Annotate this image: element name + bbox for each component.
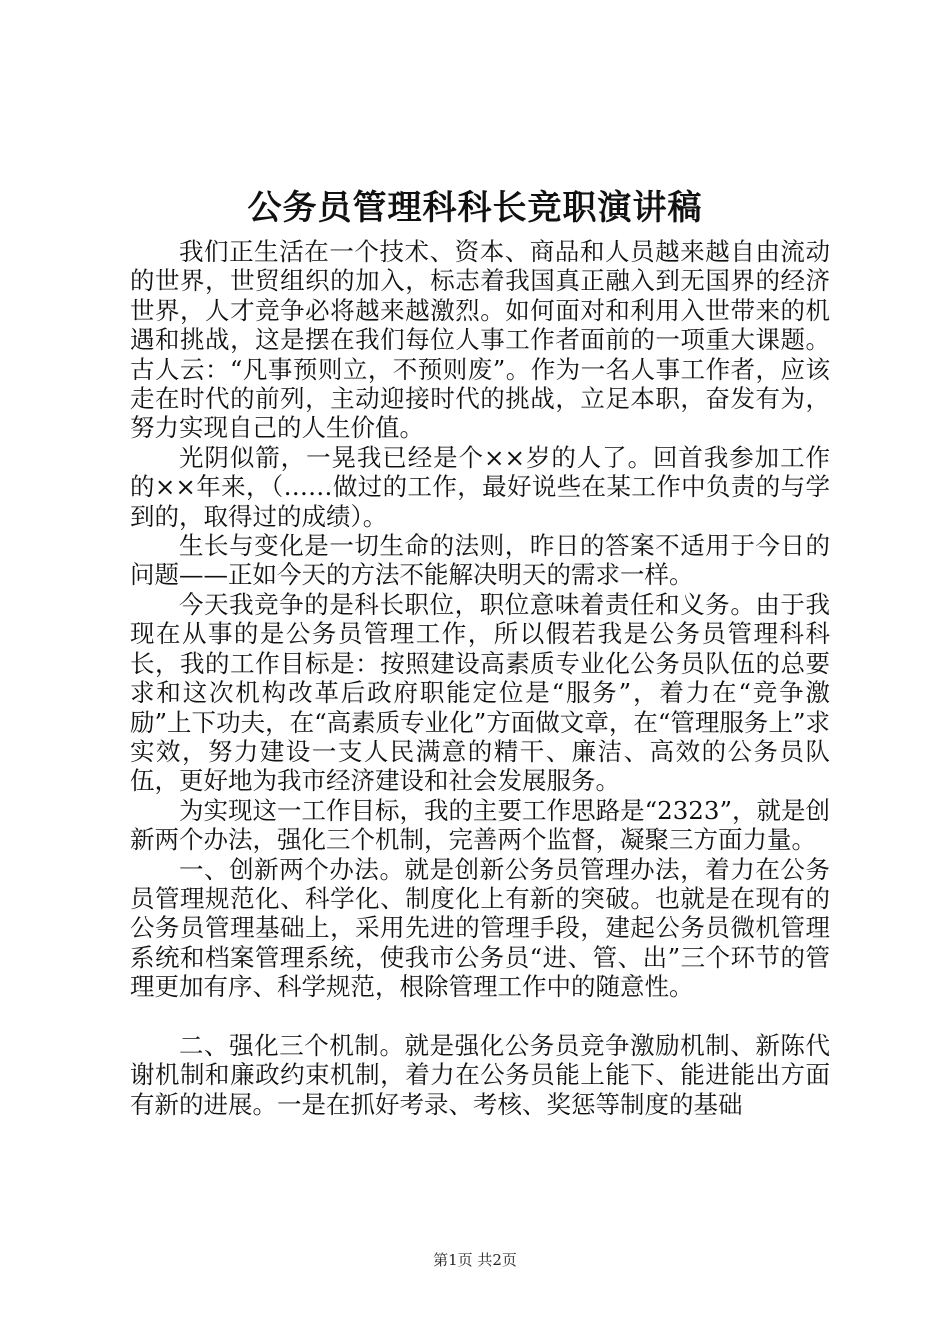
document-body (130, 237, 830, 1119)
paragraph-7: 二、强化三个机制。就是强化公务员竞争激励机制、新陈代谢机制和廉政约束机制，着力在公务员能上能下、能进能出方面有新的进展。一是在抓好考录、考核、奖惩等制度的基础 (130, 1030, 830, 1119)
paragraph-1: 我们正生活在一个技术、资本、商品和人员越来越自由流动的世界，世贸组织的加入，标志着我国真正融入到无国界的经济世界，人才竞争必将越来越激烈。如何面对和利用入世带来的机遇和挑战，这是摆在我们每位人事工作者面前的一项重大课题。古人云：“凡事预则立，不预则废”。作为一名人事工作者，应该走在时代的前列，主动迎接时代的挑战，立足本职，奋发有为，努力实现自己的人生价值。 (130, 237, 830, 443)
paragraph-4: 今天我竞争的是科长职位，职位意味着责任和义务。由于我现在从事的是公务员管理工作，所以假若我是公务员管理科科长，我的工作目标是：按照建设高素质专业化公务员队伍的总要求和这次机构改革后政府职能定位是“服务”，着力在“竞争激励”上下功夫，在“高素质专业化”方面做文章，在“管理服务上”求实效，努力建设一支人民满意的精干、廉洁、高效的公务员队伍，更好地为我市经济建设和社会发展服务。 (130, 589, 830, 796)
paragraph-2: 光阴似箭，一晃我已经是个××岁的人了。回首我参加工作的××年来，（……做过的工作，最好说些在某工作中负责的与学到的，取得过的成绩）。 (130, 442, 830, 531)
paragraph-3: 生长与变化是一切生命的法则，昨日的答案不适用于今日的问题——正如今天的方法不能解决明天的需求一样。 (130, 531, 830, 590)
paragraph-6: 一、创新两个办法。就是创新公务员管理办法，着力在公务员管理规范化、科学化、制度化上有新的突破。也就是在现有的公务员管理基础上，采用先进的管理手段，建起公务员微机管理系统和档案管理系统，使我市公务员“进、管、出”三个环节的管理更加有序、科学规范，根除管理工作中的随意性。 (130, 854, 830, 1002)
document-title: 公务员管理科科长竞职演讲稿 (247, 188, 703, 228)
page-number-footer: 第1页 共2页 (433, 1251, 517, 1269)
paragraph-5: 为实现这一工作目标，我的主要工作思路是“2323”，就是创新两个办法，强化三个机制，完善两个监督，凝聚三方面力量。 (130, 795, 830, 855)
